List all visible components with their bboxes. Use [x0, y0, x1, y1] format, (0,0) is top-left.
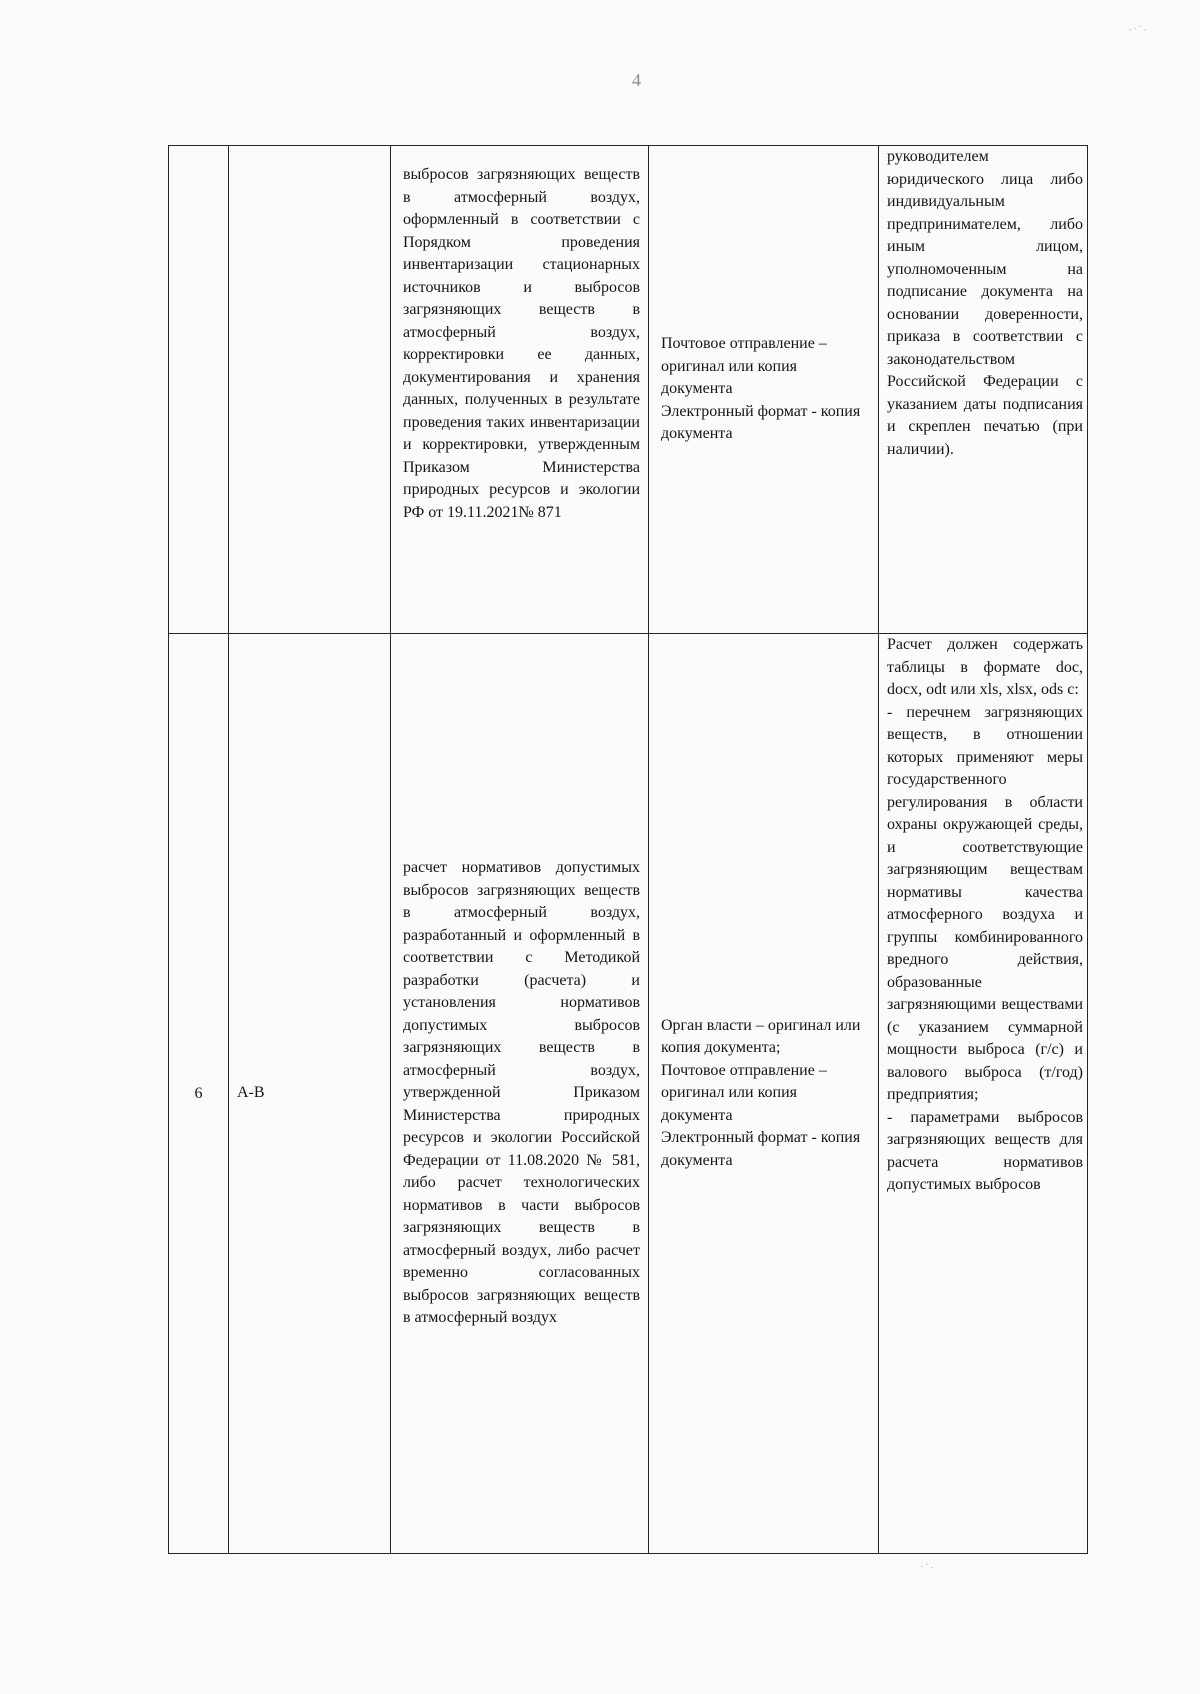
row-number-cell	[169, 634, 229, 1554]
table-row	[169, 634, 1088, 1554]
page-number: 4	[632, 70, 641, 90]
category-cell	[229, 146, 391, 634]
table-row	[169, 146, 1088, 634]
row-number: 6	[194, 1084, 203, 1102]
document-cell	[391, 634, 649, 1554]
submission-text: Почтовое отправление – оригинал или копия документа Электронный формат - копия документа	[661, 335, 861, 443]
document-text: расчет нормативов допустимых выбросов загрязняющих веществ в атмосферный воздух, разработанный и оформленный в соответствии с Методикой разработки (расчета) и установления нормативов допустимых выбросов загрязняющих веществ в атмосферный воздух, утвержденной Приказом Министерства природных ресурсов и экологии Российской Федерации от 11.08.2020 № 581, либо расчет технологических нормативов в части выбросов загрязняющих веществ в атмосферный воздух, либо расчет временно согласованных выбросов загрязняющих веществ в атмосферный воздух	[403, 859, 640, 1327]
document-table	[168, 145, 1088, 1554]
requirements-cell	[879, 634, 1088, 1554]
scan-mark-bottom: ˑ˙·	[920, 1560, 936, 1575]
requirements-text: руководителем юридического лица либо индивидуальным предпринимателем, либо иным лицом, уполномоченным на подписание документа на основании доверенности, приказа в соответствии с законодательством Российской Федерации с указанием даты подписания и скреплен печатью (при наличии).	[887, 148, 1083, 458]
document-cell	[391, 146, 649, 634]
document-text: выбросов загрязняющих веществ в атмосферный воздух, оформленный в соответствии с Порядком проведения инвентаризации стационарных источников и выбросов загрязняющих веществ в атмосферный воздух, корректировки ее данных, документирования и хранения данных, полученных в результате проведения таких инвентаризации и корректировки, утвержденным Приказом Министерства природных ресурсов и экологии РФ от 19.11.2021№ 871	[403, 166, 640, 521]
submission-cell	[649, 146, 879, 634]
category-text: А-В	[237, 1084, 265, 1102]
scan-mark-top: ·ˑ˙·	[1128, 22, 1149, 37]
submission-text: Орган власти – оригинал или копия документа; Почтовое отправление – оригинал или копия документа Электронный формат - копия документа	[661, 1016, 861, 1169]
submission-cell	[649, 634, 879, 1554]
requirements-text: Расчет должен содержать таблицы в формате doc, docx, odt или xls, xlsx, ods с: - перечнем загрязняющих веществ, в отношении которых применяют меры государственного регулирования в области охраны окружающей среды, и соответствующие загрязняющим веществам нормативы качества атмосферного воздуха и группы комбинированного вредного действия, образованные загрязняющими веществами (с указанием суммарной мощности выброса (г/с) и валового выброса (т/год) предприятия; - параметрами выбросов загрязняющих веществ для расчета нормативов допустимых выбросов	[887, 636, 1083, 1193]
row-number-cell	[169, 146, 229, 634]
requirements-cell	[879, 146, 1088, 634]
category-cell	[229, 634, 391, 1554]
